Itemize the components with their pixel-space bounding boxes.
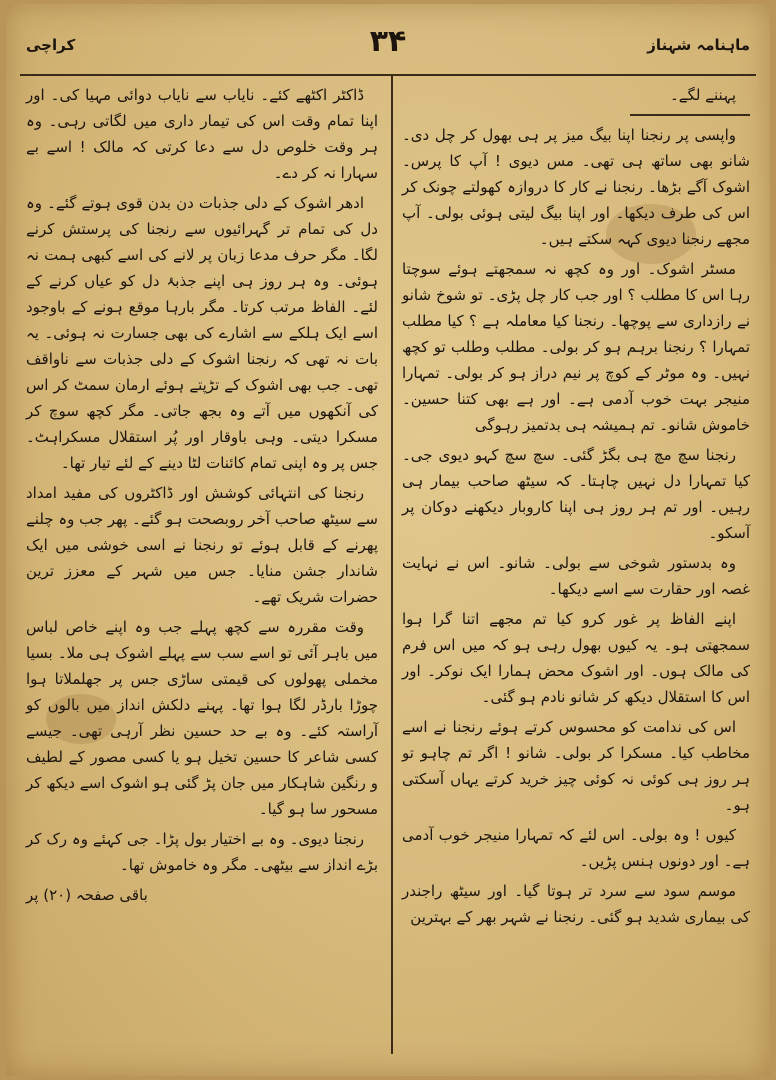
paragraph: مسٹر اشوک۔ اور وہ کچھ نہ سمجھتے ہوئے سوچتا رہا اس کا مطلب ؟ اور جب کار چل پڑی۔ تو شوخ شانو نے رازداری سے پوچھا۔ رنجنا کیا معاملہ ہے ؟ کیا مطلب تمہارا ؟ رنجنا برہم ہو کر بولی۔ مطلب وطلب تو کچھ نہیں۔ وہ موٹر کے کوچ پر نیم دراز ہو کر بولی۔ تمہارا منیجر بہت خوب آدمی ہے۔ اور ہے بھی کتنا حسین۔ خاموش شانو۔ تم ہمیشہ ہی بدتمیز رہوگی xyxy=(402,260,750,434)
paragraph: اس کی ندامت کو محسوس کرتے ہوئے رنجنا نے اسے مخاطب کیا۔ مسکرا کر بولی۔ شانو ! اگر تم چاہو تو ہر روز ہی کوئی نہ کوئی چیز خرید کرتے یہاں آسکتی ہو۔ xyxy=(402,718,750,814)
header-city: کراچی xyxy=(26,36,76,54)
page-header xyxy=(20,18,756,76)
paragraph: پہننے لگے۔ xyxy=(669,86,736,104)
left-column xyxy=(26,82,378,908)
paragraph: کیوں ! وہ بولی۔ اس لئے کہ تمہارا منیجر خوب آدمی ہے۔ اور دونوں ہنس پڑیں۔ xyxy=(402,826,750,870)
header-magazine-title: ماہنامہ شہناز xyxy=(647,36,750,54)
continued-note: باقی صفحہ (۲۰) پر xyxy=(26,886,148,904)
paragraph: وقت مقررہ سے کچھ پہلے جب وہ اپنے خاص لباس میں باہر آئی تو اسے سب سے پہلے اشوک ہی ملا۔ بسیا مخملی پھولوں کی قیمتی ساڑی جس پر جھلملاتا ہوا چوڑا بارڈر لگا ہوا تھا۔ پہنے دلکش انداز میں بالوں کو آراستہ کئے۔ وہ بے حد حسین نظر آرہی تھی۔ جیسے کسی شاعر کا حسین تخیل ہو یا کسی مصور کے لطیف و رنگین شاہکار میں جان پڑ گئی ہو اشوک اسے دیکھ کر مسحور سا ہو گیا۔ xyxy=(26,618,378,818)
paragraph: وہ بدستور شوخی سے بولی۔ شانو۔ اس نے نہایت غصہ اور حقارت سے اسے دیکھا۔ xyxy=(402,554,750,598)
paragraph: واپسی پر رنجنا اپنا بیگ میز پر ہی بھول کر چل دی۔ شانو بھی ساتھ ہی تھی۔ مس دیوی ! آپ کا پرس۔ اشوک آگے بڑھا۔ رنجنا نے کار کا دروازہ کھولتے چونک کر اس کی طرف دیکھا۔ اور اپنا بیگ لیتی ہوئی بولی۔ آپ مجھے رنجنا دیوی کہہ سکتے ہیں۔ xyxy=(402,126,750,248)
column-divider xyxy=(391,74,393,1054)
paragraph: رنجنا کی انتہائی کوشش اور ڈاکٹروں کی مفید امداد سے سیٹھ صاحب آخر روبصحت ہو گئے۔ پھر جب وہ چلنے پھرنے کے قابل ہوئے تو رنجنا نے اسی خوشی میں ایک شاندار جشن منایا۔ جس میں شہر کے معزز ترین حضرات شریک تھے۔ xyxy=(26,484,378,606)
right-column xyxy=(402,82,750,934)
paragraph: اپنے الفاظ پر غور کرو کیا تم مجھے اتنا گرا ہوا سمجھتی ہو۔ یہ کیوں بھول رہی ہو کہ میں اس فرم کی مالک ہوں۔ اور اشوک محض ہمارا ایک نوکر۔ اور اس کا استقلال دیکھ کر شانو نادم ہو گئی۔ xyxy=(402,610,750,706)
paragraph: ڈاکٹر اکٹھے کئے۔ نایاب سے نایاب دوائی مہیا کی۔ اور اپنا تمام وقت اس کی تیمار داری میں لگاتی رہی۔ وہ ہر وقت خلوص دل سے دعا کرتی کہ مالک ! اسے بے سہارا نہ کر دے۔ xyxy=(26,86,378,182)
paragraph: رنجنا سچ مچ ہی بگڑ گئی۔ سچ سچ کہو دیوی جی۔ کیا تمہارا دل نہیں چاہتا۔ کہ سیٹھ صاحب بیمار ہی رہیں۔ اور تم ہر روز ہی اپنا کاروبار دیکھنے دوکان پر آسکو۔ xyxy=(402,446,750,542)
paragraph: ادھر اشوک کے دلی جذبات دن بدن قوی ہوتے گئے۔ وہ دل کی تمام تر گہرائیوں سے رنجنا کی پرستش کرنے لگا۔ مگر حرف مدعا زبان پر لانے کی اسے کبھی ہمت نہ ہوئی۔ وہ ہر روز ہی اپنے جذبۂ دل کو عیاں کرنے کے لئے۔ الفاظ مرتب کرتا۔ مگر بارہا موقع ہونے کے باوجود اسے ایک ہلکے سے اشارے کی بھی جسارت نہ ہوئی۔ یہ بات نہ تھی کہ رنجنا اشوک کے دلی جذبات سے ناواقف تھی۔ جب بھی اشوک کے تڑپتے ہوئے ارمان سمٹ کر اس کی آنکھوں میں آتے وہ بجھ جاتی۔ مگر کچھ سوچ کر مسکرا دیتی۔ وہی باوقار اور پُر استقلال مسکراہٹ۔ جس پر وہ اپنی تمام کائنات لٹا دینے کے لئے تیار تھا۔ xyxy=(26,194,378,472)
paragraph: رنجنا دیوی۔ وہ بے اختیار بول پڑا۔ جی کہئے وہ رک کر بڑے انداز سے بیٹھی۔ مگر وہ خاموش تھا۔ xyxy=(26,830,378,874)
magazine-page xyxy=(6,4,770,1076)
paragraph: موسم سود سے سرد تر ہوتا گیا۔ اور سیٹھ راجندر کی بیماری شدید ہو گئی۔ رنجنا نے شہر بھر کے بہترین xyxy=(402,882,750,926)
separator-line xyxy=(630,114,750,116)
page-number: ۳۴ xyxy=(369,24,407,59)
